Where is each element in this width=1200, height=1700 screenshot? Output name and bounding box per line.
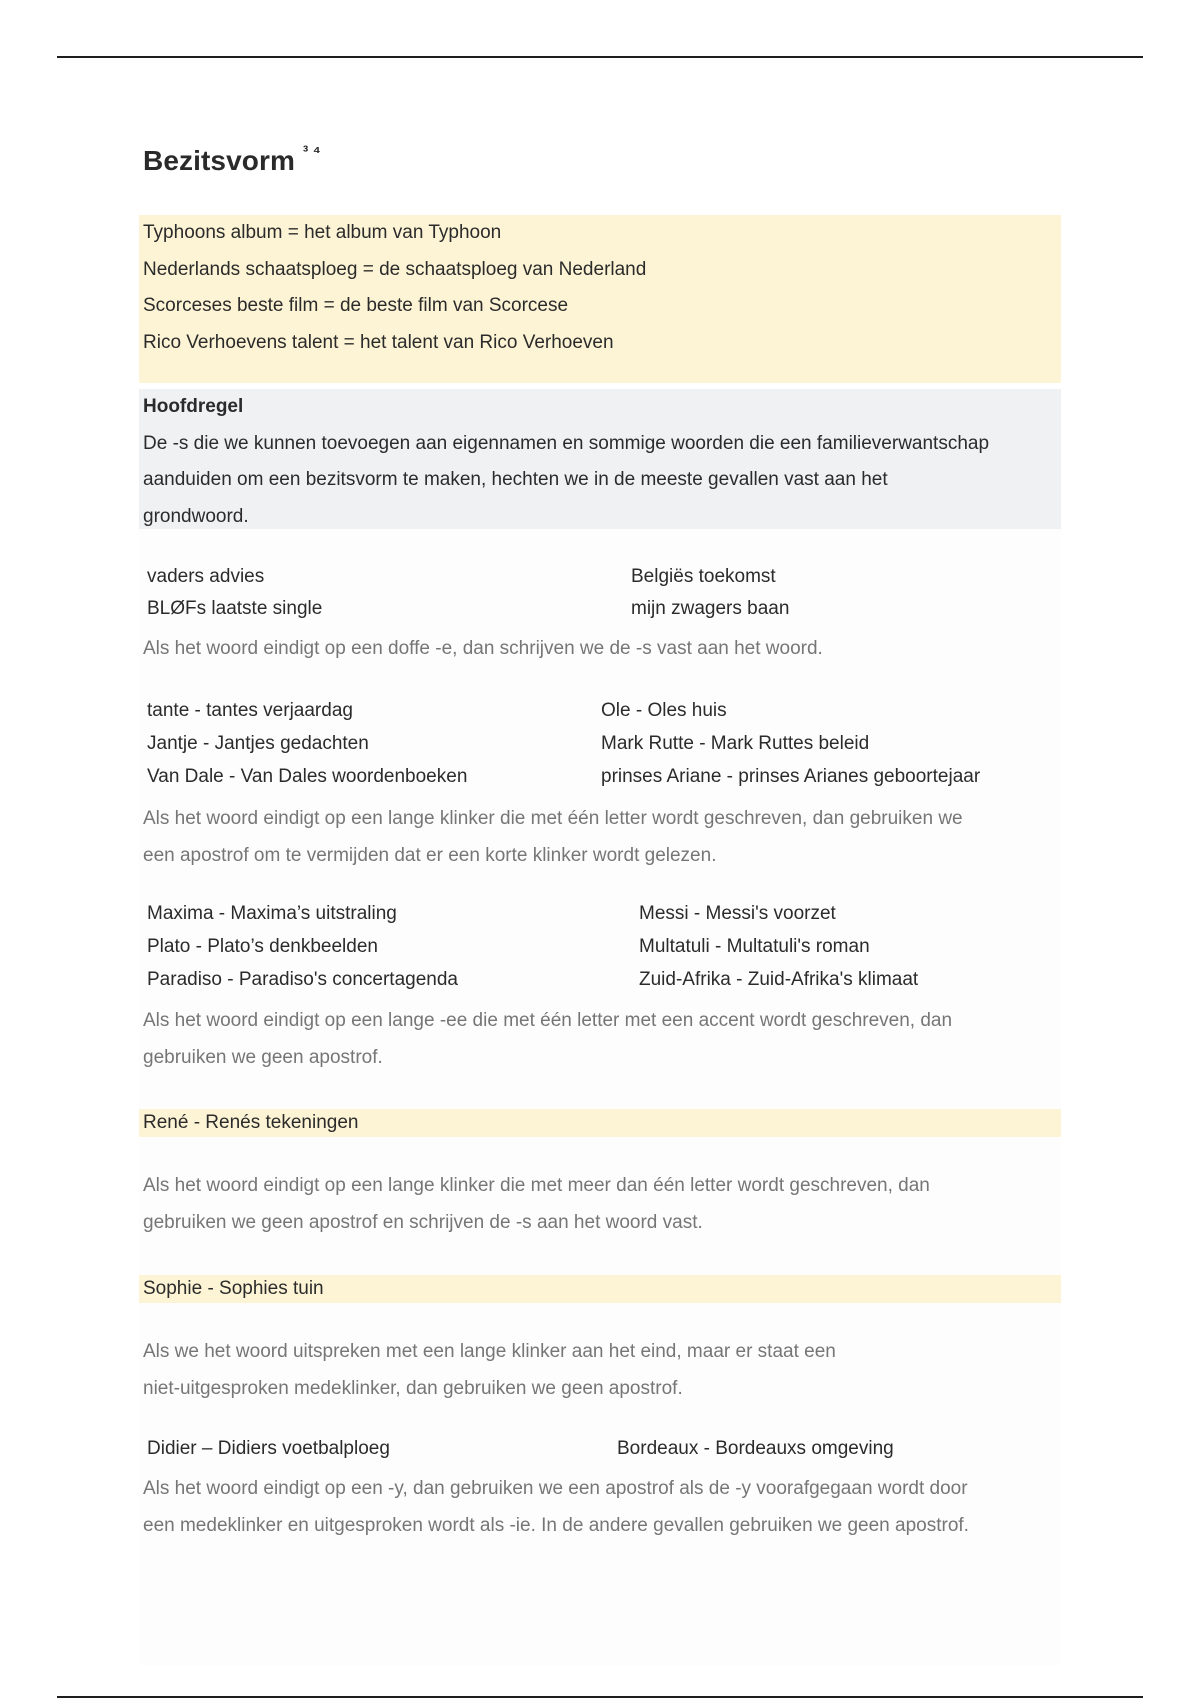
- rule-line: gebruiken we geen apostrof.: [143, 1046, 383, 1068]
- rule-line: Als we het woord uitspreken met een lange klinker aan het eind, maar er staat een: [143, 1341, 836, 1362]
- rule-explanation: [143, 1168, 1058, 1241]
- rule-line: een medeklinker en uitgesproken wordt als -ie. In de andere gevallen gebruiken we geen apostrof.: [143, 1514, 969, 1536]
- example-highlight: [139, 1109, 1061, 1137]
- example-rene: René - Renés tekeningen: [143, 1112, 359, 1133]
- example-right: Belgiës toekomst: [631, 566, 776, 587]
- rule-line: Als het woord eindigt op een lange klinker die met één letter wordt geschreven, dan gebruiken we: [143, 808, 963, 829]
- example-right: prinses Ariane - prinses Arianes geboortejaar: [601, 766, 981, 787]
- example-right: Mark Rutte - Mark Ruttes beleid: [601, 733, 870, 754]
- example-right: Ole - Oles huis: [601, 700, 727, 721]
- intro-example: Typhoons album = het album van Typhoon: [143, 222, 502, 243]
- rule-explanation: [143, 1334, 1058, 1407]
- rule-line: Als het woord eindigt op een lange -ee die met één letter met een accent wordt geschreven, dan: [143, 1010, 953, 1031]
- main-rule-box: [139, 389, 1061, 529]
- example-right: Messi - Messi's voorzet: [639, 903, 836, 924]
- intro-example: Rico Verhoevens talent = het talent van Rico Verhoeven: [143, 331, 614, 353]
- rule-line: niet-uitgesproken medeklinker, dan gebruiken we geen apostrof.: [143, 1377, 683, 1399]
- rule-line: Als het woord eindigt op een -y, dan gebruiken we een apostrof als de -y voorafgegaan wordt door: [143, 1478, 968, 1499]
- main-rule-line: De -s die we kunnen toevoegen aan eigennamen en sommige woorden die een familieverwantschap: [143, 432, 990, 454]
- example-right: Bordeaux - Bordeauxs omgeving: [617, 1438, 894, 1459]
- rule-line: Als het woord eindigt op een doffe -e, dan schrijven we de -s vast aan het woord.: [143, 638, 823, 659]
- rule-explanation: [143, 631, 1058, 668]
- rule-explanation: [143, 801, 1058, 874]
- example-right: Multatuli - Multatuli's roman: [639, 936, 870, 957]
- title-text: Bezitsvorm: [143, 145, 295, 176]
- example-left: Didier – Didiers voetbalploeg: [147, 1438, 390, 1459]
- example-left: Van Dale - Van Dales woordenboeken: [147, 766, 468, 787]
- example-left: vaders advies: [147, 566, 265, 587]
- title-footnote-refs: ³ ⁴: [302, 143, 321, 161]
- top-rule: [57, 56, 1143, 58]
- main-rule-heading: Hoofdregel: [143, 396, 244, 417]
- example-highlight: [139, 1275, 1061, 1303]
- example-right: mijn zwagers baan: [631, 598, 790, 619]
- page-title: [143, 145, 321, 177]
- rule-line: Als het woord eindigt op een lange klinker die met meer dan één letter wordt geschreven, dan: [143, 1175, 930, 1196]
- intro-example: Scorceses beste film = de beste film van Scorcese: [143, 295, 569, 316]
- main-rule-line: aanduiden om een bezitsvorm te maken, hechten we in de meeste gevallen vast aan het: [143, 469, 888, 490]
- example-left: BLØFs laatste single: [147, 598, 323, 619]
- bottom-rule: [57, 1696, 1143, 1698]
- example-left: Plato - Plato’s denkbeelden: [147, 936, 378, 957]
- rule-explanation: [143, 1471, 1058, 1544]
- rule-line: een apostrof om te vermijden dat er een korte klinker wordt gelezen.: [143, 844, 717, 866]
- main-rule-line: grondwoord.: [143, 505, 249, 527]
- example-left: Jantje - Jantjes gedachten: [147, 733, 369, 754]
- intro-example: Nederlands schaatsploeg = de schaatsploeg van Nederland: [143, 258, 647, 280]
- rule-explanation: [143, 1003, 1058, 1076]
- rule-line: gebruiken we geen apostrof en schrijven de -s aan het woord vast.: [143, 1211, 703, 1233]
- example-left: tante - tantes verjaardag: [147, 700, 353, 721]
- example-sophie: Sophie - Sophies tuin: [143, 1278, 324, 1299]
- example-right: Zuid-Afrika - Zuid-Afrika's klimaat: [639, 969, 919, 990]
- intro-examples-box: [139, 215, 1061, 383]
- example-left: Paradiso - Paradiso's concertagenda: [147, 969, 458, 990]
- example-left: Maxima - Maxima’s uitstraling: [147, 903, 397, 924]
